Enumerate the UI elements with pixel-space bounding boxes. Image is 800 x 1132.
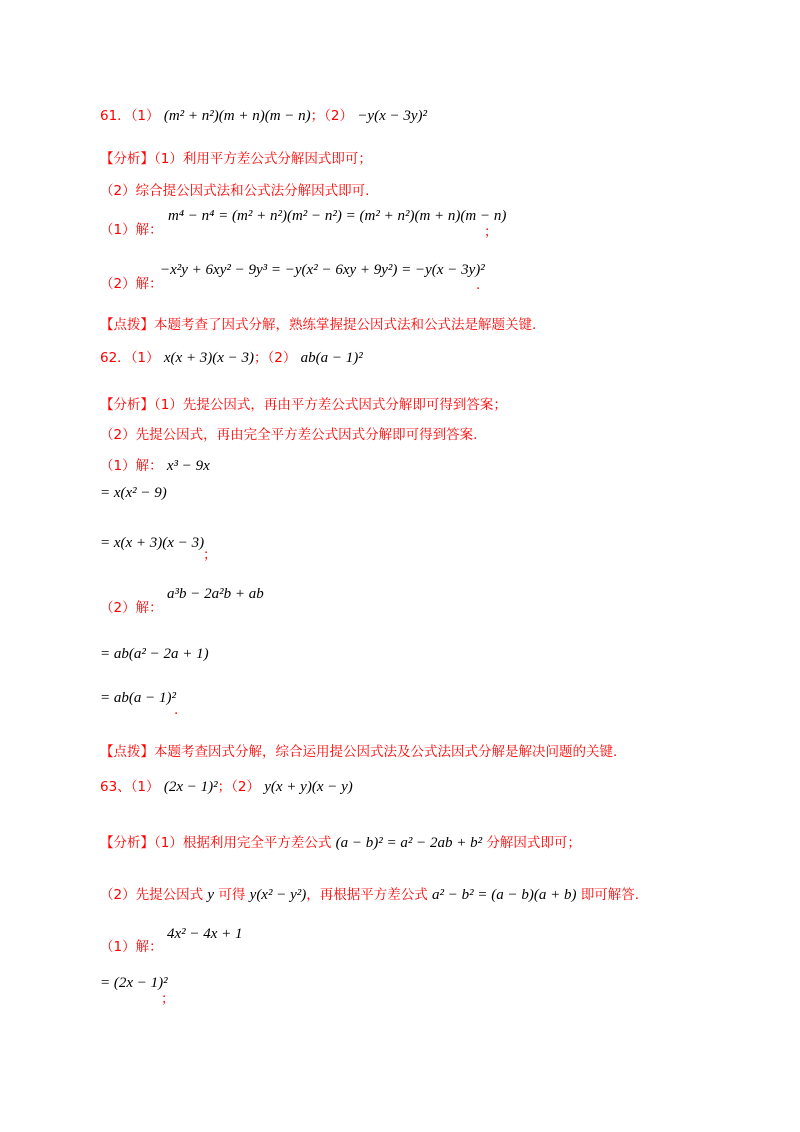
q63-part2-label: （2） [231, 779, 260, 795]
q62-solution1 [100, 456, 210, 476]
q61-sol1-label: （1）解： [100, 222, 163, 238]
q61-tip-line [100, 315, 536, 335]
q61-sol2-end: . [476, 277, 481, 293]
q62-answer-line [100, 348, 363, 368]
q61-part2-label: （2） [324, 108, 354, 124]
q63-analysis-2-mid1: 可得 [218, 887, 246, 903]
q62-sol2-label: （2）解： [100, 600, 163, 616]
q61-analysis-label: 【分析】 [100, 151, 154, 167]
q62-analysis-2: （2）先提公因式，再由完全平方差公式因式分解即可得到答案. [100, 427, 478, 443]
q63-answer-line [100, 777, 353, 797]
q63-analysis-line2 [100, 885, 639, 905]
q62-tip: 本题考查因式分解，综合运用提公因式法及公式法因式分解是解决问题的关键. [154, 744, 618, 760]
q61-separator: ； [310, 108, 325, 124]
q62-tip-label: 【点拨】 [100, 744, 154, 760]
q61-sol2-math: −x²y + 6xy² − 9y³ = −y(x² − 6xy + 9y²) = −y(x − 3y)² [160, 262, 485, 278]
q62-sol2-end: . [174, 702, 179, 718]
q62-part2-label: （2） [267, 350, 297, 366]
q62-tip-line [100, 742, 617, 762]
q62-analysis-1: （1）先提公因式，再由平方差公式因式分解即可得到答案； [154, 397, 507, 413]
q62-answer2: ab(a − 1)² [300, 350, 363, 366]
q63-separator: ； [217, 779, 232, 795]
q63-analysis-1-post: 分解因式即可； [486, 835, 581, 851]
q63-part1-label: （1） [130, 779, 160, 795]
q61-analysis-line1 [100, 149, 372, 169]
q61-solution2 [100, 274, 163, 294]
q62-analysis-label: 【分析】 [100, 397, 154, 413]
q63-sol1-math: 4x² − 4x + 1 [167, 926, 243, 942]
q63-analysis-label: 【分析】 [100, 835, 154, 851]
q61-analysis-line2 [100, 181, 369, 201]
q62-number: 62． [100, 350, 131, 366]
q63-analysis-2-pre: （2）先提公因式 [100, 887, 204, 903]
q61-sol1-math: m⁴ − n⁴ = (m² + n²)(m² − n²) = (m² + n²)(m + n)(m − n) [168, 208, 507, 224]
q62-sol1-end: ； [203, 547, 217, 563]
q62-sol1-step2: = x(x + 3)(x − 3) [100, 535, 205, 551]
q61-answer1: (m² + n²)(m + n)(m − n) [163, 108, 311, 124]
q63-analysis-1-pre: （1）根据利用完全平方差公式 [154, 835, 332, 851]
q63-analysis-line1 [100, 833, 581, 853]
q62-answer1: x(x + 3)(x − 3) [163, 350, 255, 366]
q61-sol2-label: （2）解： [100, 276, 163, 292]
q63-answer2: y(x + y)(x − y) [264, 779, 353, 795]
q63-analysis-2-post: 即可解答. [580, 887, 640, 903]
q61-answer2: −y(x − 3y)² [357, 108, 428, 124]
q62-sol2-math: a³b − 2a²b + ab [167, 586, 264, 602]
q62-analysis-line1 [100, 395, 507, 415]
q63-analysis-2-var: y [207, 887, 215, 903]
q61-number: 61． [100, 108, 131, 124]
q61-sol1-end: ； [484, 224, 498, 240]
q63-solution1 [100, 937, 163, 957]
q63-number: 63、 [100, 779, 131, 795]
q63-sol1-end: ； [161, 991, 175, 1007]
q62-sol1-step1: = x(x² − 9) [100, 485, 167, 501]
q62-analysis-line2 [100, 425, 477, 445]
q61-tip-label: 【点拨】 [100, 317, 154, 333]
q63-analysis-2-math1: y(x² − y²) [249, 887, 307, 903]
q61-tip: 本题考查了因式分解，熟练掌握提公因式法和公式法是解题关键. [154, 317, 537, 333]
q61-analysis-1: （1）利用平方差公式分解因式即可； [154, 151, 372, 167]
q61-solution1 [100, 220, 163, 240]
q63-answer1: (2x − 1)² [163, 779, 218, 795]
q62-sol1-math: x³ − 9x [166, 458, 210, 474]
q62-sol2-step1: = ab(a² − 2a + 1) [100, 646, 209, 662]
q61-analysis-2: （2）综合提公因式法和公式法分解因式即可. [100, 183, 370, 199]
q62-part1-label: （1） [130, 350, 160, 366]
q63-sol1-step1: = (2x − 1)² [100, 975, 168, 991]
q63-analysis-1-math: (a − b)² = a² − 2ab + b² [335, 835, 483, 851]
q61-answer-line [100, 106, 427, 126]
q63-analysis-2-math2: a² − b² = (a − b)(a + b) [432, 887, 577, 903]
q63-sol1-label: （1）解： [100, 939, 163, 955]
q61-part1-label: （1） [130, 108, 160, 124]
q62-sol1-label: （1）解： [100, 458, 163, 474]
q62-solution2 [100, 598, 163, 618]
q62-sol2-step2: = ab(a − 1)² [100, 690, 176, 706]
q63-analysis-2-mid2: ，再根据平方差公式 [306, 887, 428, 903]
q62-separator: ； [254, 350, 268, 366]
